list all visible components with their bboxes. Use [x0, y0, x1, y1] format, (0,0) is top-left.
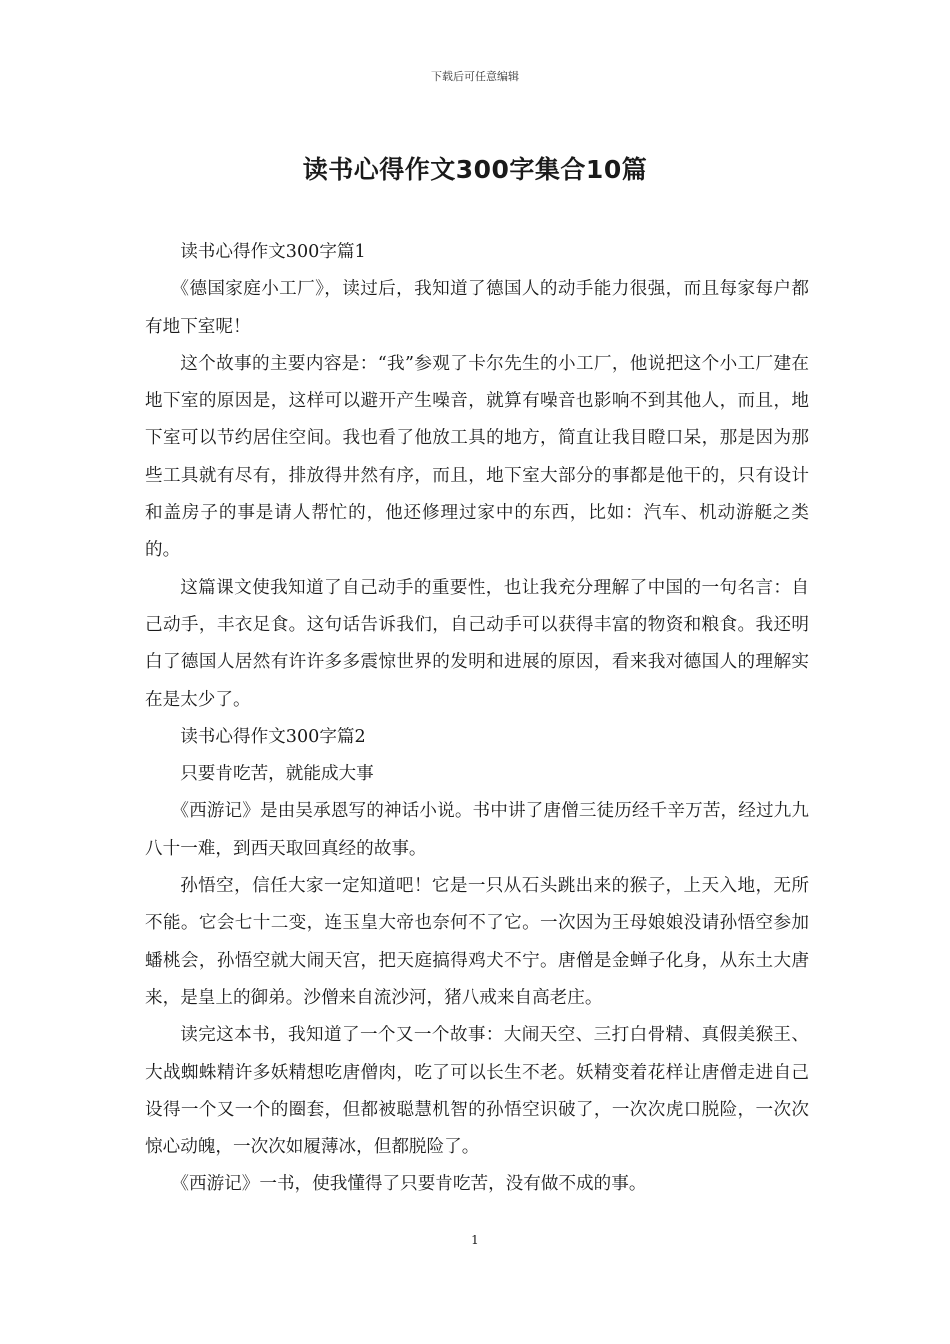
page-header: 下载后可任意编辑	[431, 70, 519, 83]
body-paragraph: 读完这本书，我知道了一个又一个故事：大闹天空、三打白骨精、真假美猴王、大战蜘蛛精许多妖精想吃唐僧肉，吃了可以长生不老。妖精变着花样让唐僧走进自己设得一个又一个的圈套，但都被聪慧机智的孙悟空识破了，一次次虎口脱险，一次次惊心动魄，一次次如履薄冰，但都脱险了。	[145, 1025, 809, 1158]
essay-subtitle: 只要肯吃苦，就能成大事	[180, 764, 374, 785]
body-paragraph: 《西游记》是由吴承恩写的神话小说。书中讲了唐僧三徒历经千辛万苦，经过九九八十一难，到西天取回真经的故事。	[145, 801, 809, 859]
document-title: 读书心得作文300字集合10篇	[302, 155, 648, 184]
body-paragraph: 孙悟空，信任大家一定知道吧！它是一只从石头跳出来的猴子，上天入地，无所不能。它会七十二变，连玉皇大帝也奈何不了它。一次因为王母娘娘没请孙悟空参加蟠桃会，孙悟空就大闹天宫，把天庭搞得鸡犬不宁。唐僧是金蝉子化身，从东土大唐来，是皇上的御弟。沙僧来自流沙河，猪八戒来自高老庄。	[145, 876, 809, 1008]
document-body	[145, 234, 809, 1204]
body-paragraph: 《西游记》一书，使我懂得了只要肯吃苦，没有做不成的事。	[171, 1174, 647, 1195]
section-heading-2: 读书心得作文300字篇2	[180, 726, 366, 747]
section-heading-1: 读书心得作文300字篇1	[180, 242, 366, 262]
page-number: 1	[471, 1233, 479, 1247]
body-paragraph: 《德国家庭小工厂》，读过后，我知道了德国人的动手能力很强，而且每家每户都有地下室呢！	[145, 279, 809, 337]
body-paragraph: 这篇课文使我知道了自己动手的重要性，也让我充分理解了中国的一句名言：自己动手，丰衣足食。这句话告诉我们，自己动手可以获得丰富的物资和粮食。我还明白了德国人居然有许许多多震惊世界的发明和进展的原因，看来我对德国人的理解实在是太少了。	[145, 577, 809, 710]
body-paragraph: 这个故事的主要内容是：“我”参观了卡尔先生的小工厂，他说把这个小工厂建在地下室的原因是，这样可以避开产生噪音，就算有噪音也影响不到其他人，而且，地下室可以节约居住空间。我也看了他放工具的地方，简直让我目瞪口呆，那是因为那些工具就有尽有，排放得井然有序，而且，地下室大部分的事都是他干的，只有设计和盖房子的事是请人帮忙的，他还修理过家中的东西，比如：汽车、机动游艇之类的。	[145, 353, 809, 561]
